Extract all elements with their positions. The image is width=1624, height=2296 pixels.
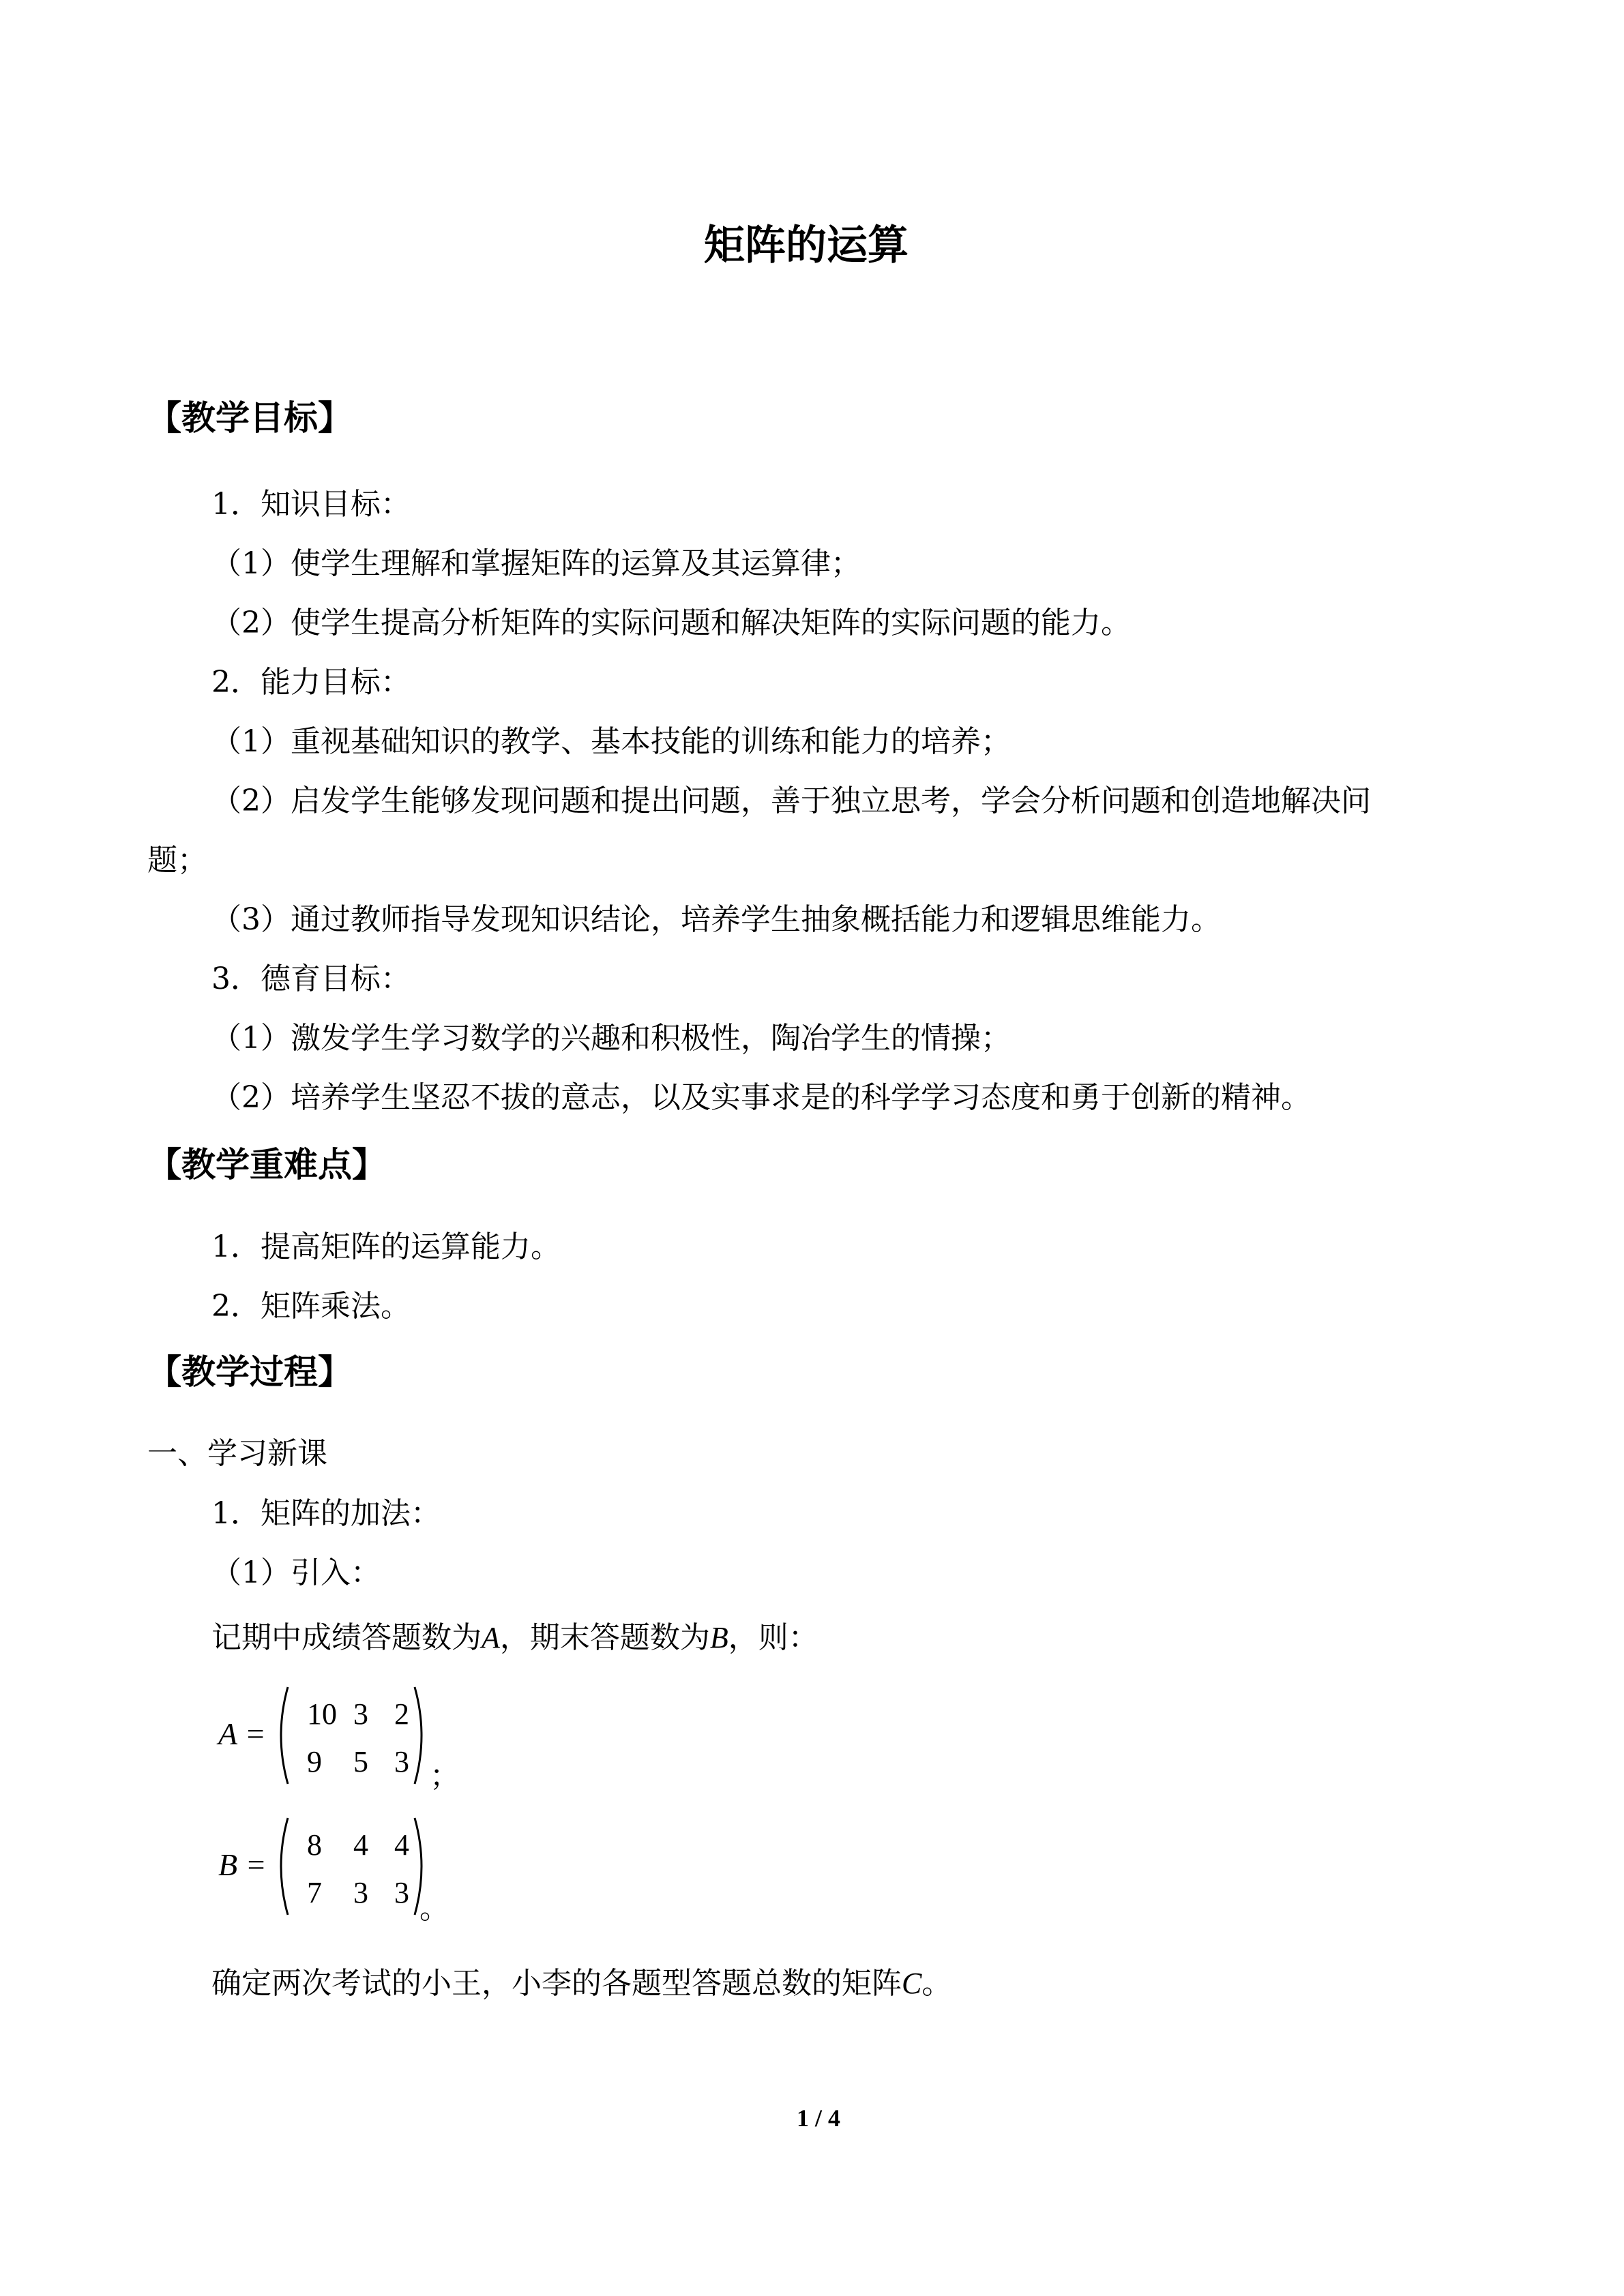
equation-a-label: A =: [218, 1716, 266, 1751]
ability-item-2-line-2: 题；: [147, 843, 207, 878]
knowledge-heading: 1．知识目标：: [211, 487, 411, 522]
process-intro: （1）引入：: [211, 1555, 381, 1590]
document-title: 矩阵的运算: [704, 222, 909, 269]
variable-b: B: [709, 1621, 728, 1654]
moral-item-1: （1）激发学生学习数学的兴趣和积极性，陶冶学生的情操；: [211, 1021, 1011, 1056]
page-number: 1 / 4: [797, 2104, 841, 2132]
moral-item-2: （2）培养学生坚忍不拔的意志，以及实事求是的科学学习态度和勇于创新的精神。: [211, 1080, 1311, 1115]
ability-item-3: （3）通过教师指导发现知识结论，培养学生抽象概括能力和逻辑思维能力。: [211, 902, 1221, 937]
matrix-a-cell: 3: [353, 1697, 368, 1731]
matrix-a-cell: 9: [307, 1745, 322, 1778]
statement-line: [211, 1613, 818, 1656]
variable-c: C: [902, 1967, 922, 2000]
matrix-b-cell: 3: [353, 1876, 368, 1909]
matrix-a-cell: 5: [353, 1745, 368, 1778]
section-heading-process: 【教学过程】: [147, 1352, 352, 1392]
knowledge-item-1: （1）使学生理解和掌握矩阵的运算及其运算律；: [211, 546, 861, 581]
matrix-a-cell: 10: [307, 1697, 337, 1731]
matrix-a: [273, 1684, 430, 1787]
task-text: 确定两次考试的小王，小李的各题型答题总数的矩阵: [211, 1966, 902, 2001]
ability-item-2-line-1: （2）启发学生能够发现问题和提出问题，善于独立思考，学会分析问题和创造地解决问: [211, 784, 1371, 818]
matrix-a-right-paren: [415, 1687, 422, 1784]
ability-heading: 2．能力目标：: [211, 665, 411, 700]
statement-part-b: ，期末答题数为: [499, 1620, 710, 1655]
matrix-b-left-paren: [281, 1818, 288, 1915]
key-point-2: 2．矩阵乘法。: [211, 1289, 411, 1324]
matrix-a-left-paren: [281, 1687, 288, 1784]
matrix-b-cell: 8: [307, 1828, 322, 1862]
variable-a: A: [482, 1621, 500, 1654]
task-line: [211, 1958, 951, 2002]
equation-a-end: ；: [430, 1759, 460, 1793]
key-point-1: 1．提高矩阵的运算能力。: [211, 1229, 561, 1264]
equation-b-end: 。: [419, 1891, 449, 1926]
matrix-a-cell: 3: [394, 1745, 409, 1778]
task-end: 。: [921, 1966, 952, 2001]
section-heading-key-points: 【教学重难点】: [147, 1145, 386, 1184]
matrix-b-cell: 3: [394, 1876, 409, 1909]
moral-heading: 3．德育目标：: [211, 961, 411, 996]
process-item-1: 1．矩阵的加法：: [211, 1496, 441, 1531]
matrix-b-cell: 7: [307, 1876, 322, 1909]
matrix-b: [273, 1815, 430, 1918]
equation-b-label: B =: [218, 1847, 267, 1882]
matrix-a-cell: 2: [394, 1697, 409, 1731]
process-part-1: 一、学习新课: [147, 1436, 327, 1471]
matrix-b-cell: 4: [353, 1828, 368, 1862]
statement-part-a: 记期中成绩答题数为: [211, 1620, 482, 1655]
knowledge-item-2: （2）使学生提高分析矩阵的实际问题和解决矩阵的实际问题的能力。: [211, 606, 1131, 640]
section-heading-objectives: 【教学目标】: [147, 398, 352, 438]
statement-part-c: ，则：: [728, 1620, 818, 1655]
matrix-b-cell: 4: [394, 1828, 409, 1862]
ability-item-1: （1）重视基础知识的教学、基本技能的训练和能力的培养；: [211, 724, 1011, 759]
